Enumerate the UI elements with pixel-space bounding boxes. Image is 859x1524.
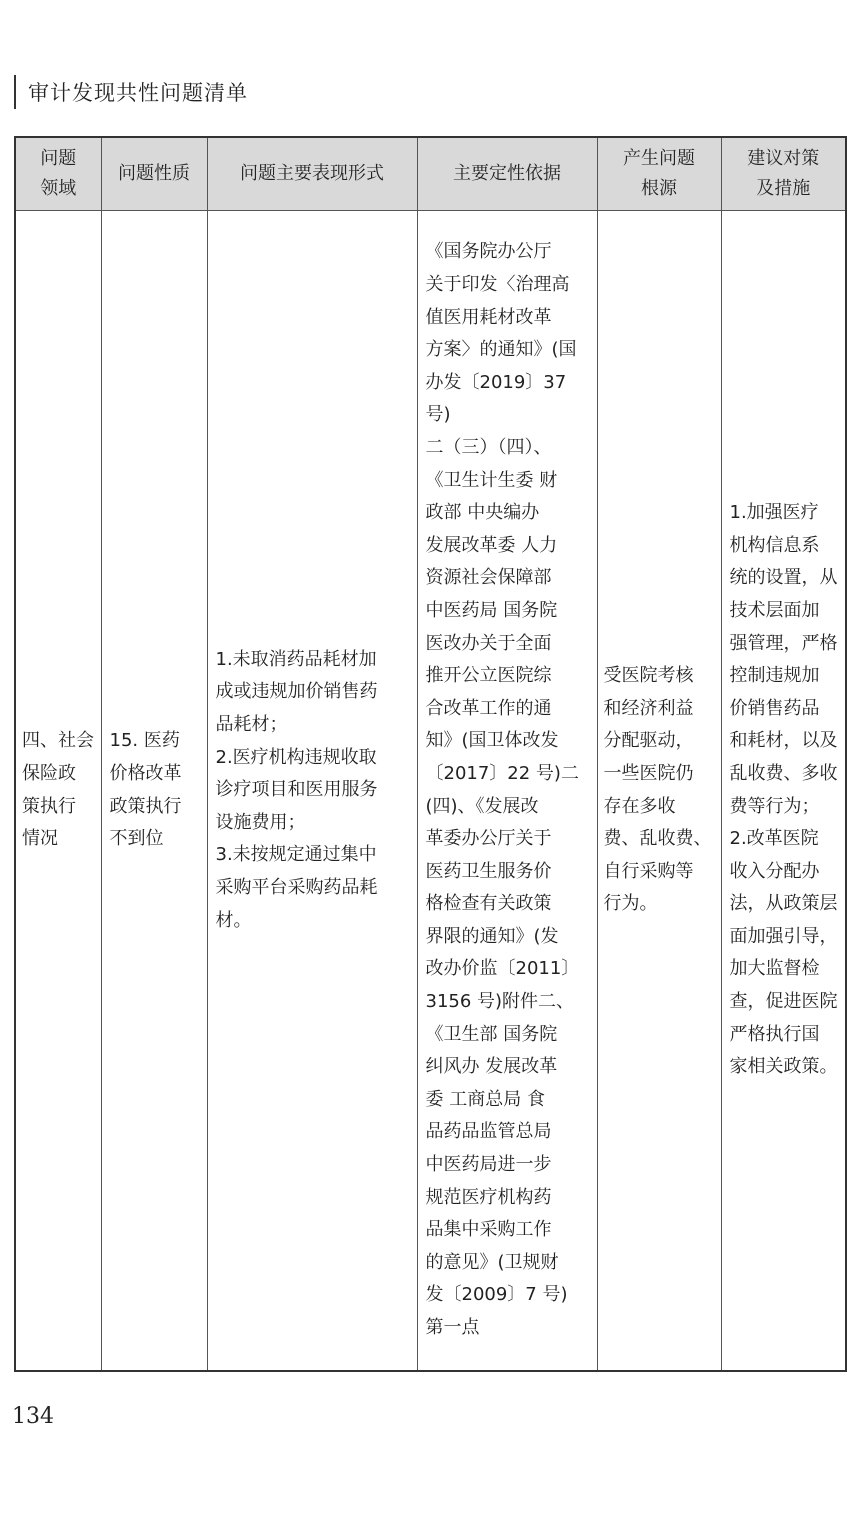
cell-root-cause: 受医院考核 和经济利益 分配驱动， 一些医院仍 存在多收 费、乱收费、 自行采购等 行为。	[597, 211, 721, 1372]
cell-measures: 1.加强医疗 机构信息系 统的设置，从 技术层面加 强管理，严格 控制违规加 价销售药品 和耗材，以及 乱收费、多收 费等行为； 2.改革医院 收入分配办 法，从政策层 面加强引导， 加大监督检 查，促进医院 严格执行国 家相关政策。	[721, 211, 846, 1372]
audit-issue-table	[14, 136, 847, 1372]
header-bar	[14, 75, 16, 109]
header-manifestation: 问题主要表现形式	[207, 137, 417, 211]
cell-basis: 《国务院办公厅 关于印发〈治理高 值医用耗材改革 方案〉的通知》(国 办发〔2019〕37号) 二（三）（四）、 《卫生计生委 财 政部 中央编办 发展改革委 人力 资源社会保障部 中医药局 国务院 医改办关于全面 推开公立医院综 合改革工作的通 知》(国卫体改发 〔2017〕22 号)二 (四)、《发展改 革委办公厅关于 医药卫生服务价 格检查有关政策 界限的通知》(发 改办价监〔2011〕 3156 号)附件二、 《卫生部 国务院 纠风办 发展改革 委 工商总局 食 品药品监管总局 中医药局进一步 规范医疗机构药 品集中采购工作 的意见》(卫规财 发〔2009〕7 号) 第一点	[417, 211, 597, 1372]
page-title: 审计发现共性问题清单	[28, 81, 248, 105]
cell-manifestation: 1.未取消药品耗材加 成或违规加价销售药 品耗材； 2.医疗机构违规收取 诊疗项目和医用服务 设施费用； 3.未按规定通过集中 采购平台采购药品耗 材。	[207, 211, 417, 1372]
header-problem-area: 问题 领域	[15, 137, 101, 211]
table-header-row	[15, 137, 846, 211]
table-row	[15, 211, 846, 1372]
page-header	[14, 74, 248, 110]
cell-nature: 15. 医药 价格改革 政策执行 不到位	[101, 211, 207, 1372]
cell-area: 四、社会 保险政 策执行 情况	[15, 211, 101, 1372]
header-problem-nature: 问题性质	[101, 137, 207, 211]
header-root-cause: 产生问题 根源	[597, 137, 721, 211]
page-number: 134	[12, 1404, 54, 1429]
header-measures: 建议对策 及措施	[721, 137, 846, 211]
header-basis: 主要定性依据	[417, 137, 597, 211]
